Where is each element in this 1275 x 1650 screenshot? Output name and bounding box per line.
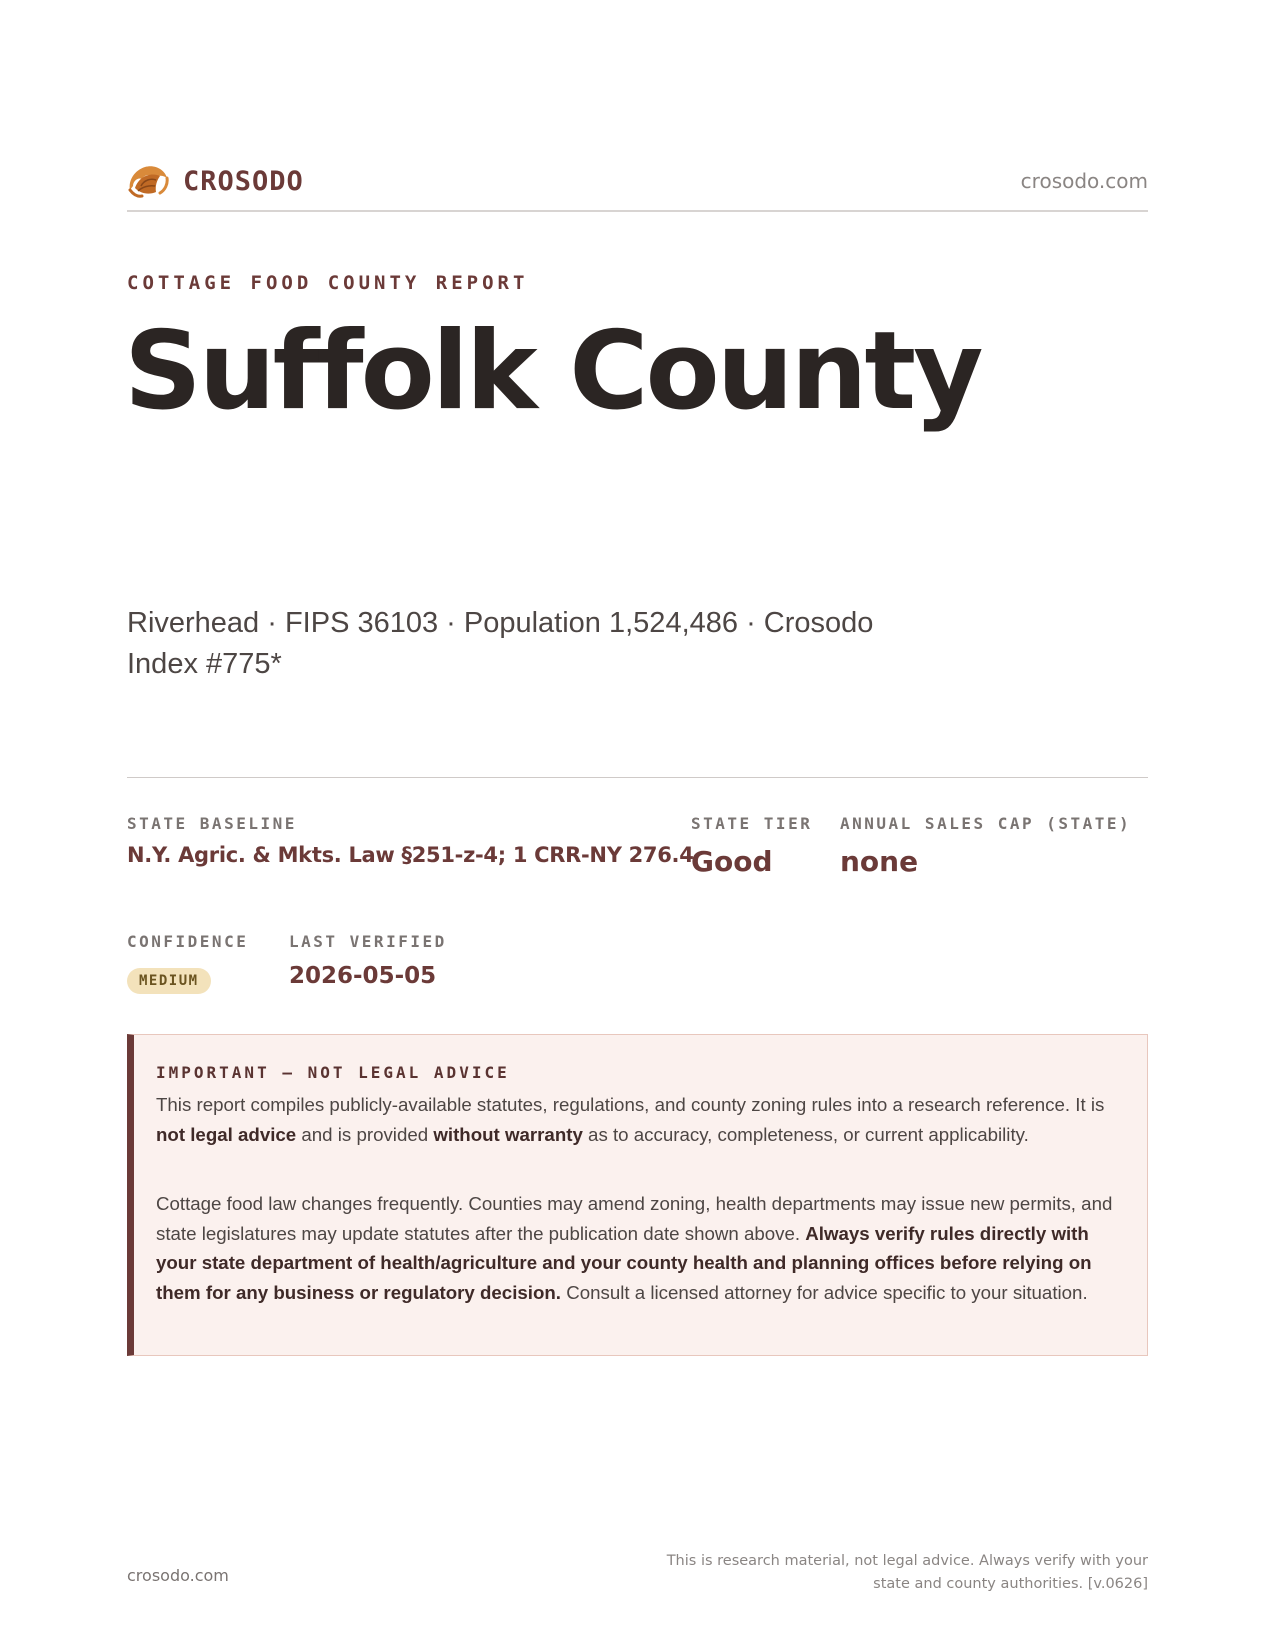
field-state-baseline: [127, 814, 694, 867]
field-sales-cap: [840, 814, 1131, 878]
croissant-icon: [127, 162, 169, 200]
page-header: [127, 155, 1148, 205]
notice-title: IMPORTANT — NOT LEGAL ADVICE: [156, 1063, 510, 1082]
notice-text: and is provided: [296, 1123, 434, 1145]
brand-name: CROSODO: [183, 165, 304, 197]
field-label: STATE TIER: [691, 814, 813, 833]
legal-notice: [127, 1034, 1148, 1356]
field-value: Good: [691, 845, 773, 878]
header-divider: [127, 210, 1148, 212]
notice-text: This report compiles publicly-available statutes, regulations, and county zoning rules into a research reference. It is: [156, 1094, 1105, 1115]
field-label: STATE BASELINE: [127, 814, 297, 833]
notice-text: Cottage food law changes frequently. Counties may amend zoning, health departments may issue new permits, and state legislatures may update statutes after the publication date shown above.: [156, 1193, 1113, 1244]
footer-disclaimer: This is research material, not legal advice. Always verify with your state and county authorities. [v.0626]: [666, 1553, 1148, 1592]
field-label: CONFIDENCE: [127, 932, 249, 951]
notice-text: as to accuracy, completeness, or current applicability.: [582, 1123, 1029, 1145]
field-value: N.Y. Agric. & Mkts. Law §251-z-4; 1 CRR-NY 276.4: [127, 843, 694, 867]
notice-paragraph: [156, 1189, 1118, 1307]
footer-site-link[interactable]: crosodo.com: [127, 1566, 229, 1585]
field-state-tier: [691, 814, 812, 878]
field-value: 2026-05-05: [289, 963, 437, 989]
header-site-link[interactable]: crosodo.com: [1020, 169, 1148, 193]
brand[interactable]: [127, 162, 304, 200]
report-subtitle: Riverhead · FIPS 36103 · Population 1,524,486 · Crosodo Index #775*: [127, 607, 874, 680]
page-title: Suffolk County: [124, 309, 981, 434]
section-divider: [127, 777, 1148, 778]
notice-emphasis: Always verify rules directly with your state department of health/agriculture and your county health and planning offices before relying on them for any business or regulatory decision.: [156, 1222, 1092, 1303]
confidence-badge: MEDIUM: [127, 968, 211, 994]
notice-emphasis: without warranty: [433, 1123, 583, 1145]
field-label: LAST VERIFIED: [289, 932, 447, 951]
field-last-verified: [289, 932, 447, 989]
report-eyebrow: COTTAGE FOOD COUNTY REPORT: [127, 272, 529, 294]
notice-paragraph: [156, 1090, 1118, 1149]
notice-text: Consult a licensed attorney for advice specific to your situation.: [561, 1281, 1088, 1303]
report-page: [124, 0, 1148, 1650]
field-confidence: [127, 932, 248, 994]
field-value: none: [840, 845, 919, 878]
notice-emphasis: not legal advice: [156, 1123, 297, 1145]
field-label: ANNUAL SALES CAP (STATE): [840, 814, 1132, 833]
